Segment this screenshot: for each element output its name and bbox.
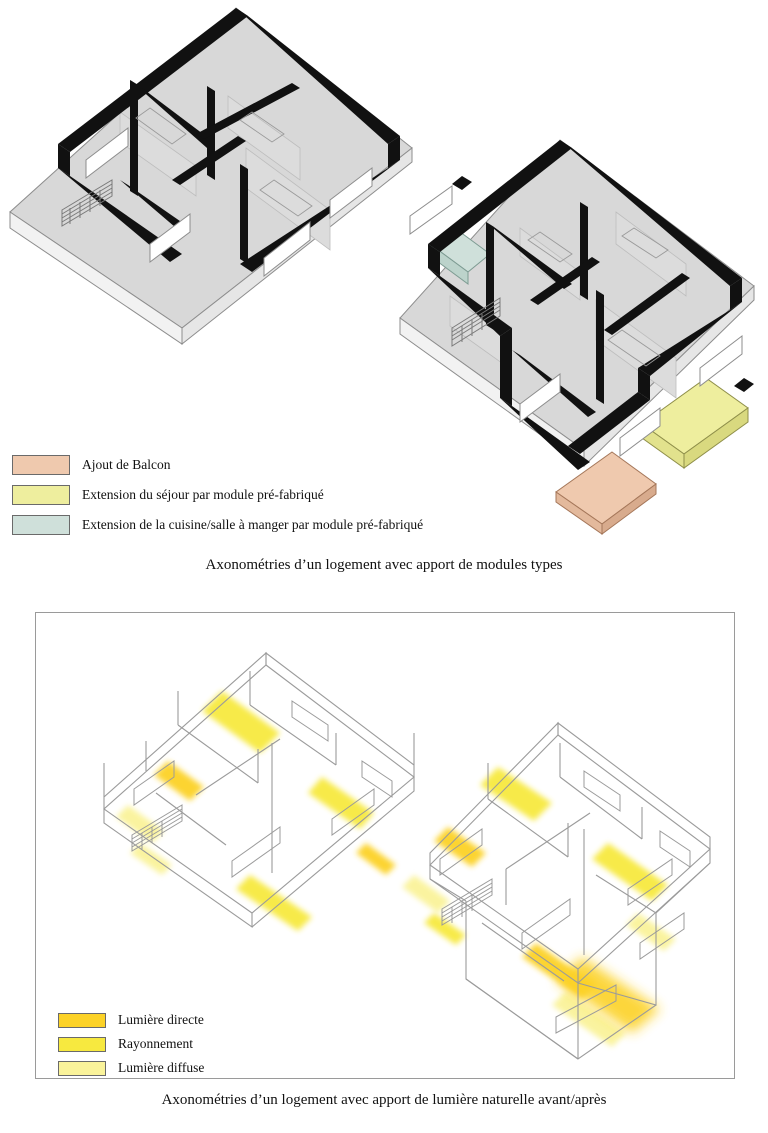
legend-item: [58, 1032, 204, 1056]
legend-swatch-sejour: [12, 485, 70, 505]
figure-lumiere-naturelle: [0, 592, 768, 1133]
daylight-view-apres: [402, 723, 710, 1059]
legend-swatch-lumiere-diffuse: [58, 1061, 106, 1076]
legend-label-balcon: Ajout de Balcon: [82, 457, 171, 472]
figure-2-caption: Axonométries d’un logement avec apport de lumière naturelle avant/après: [161, 1092, 607, 1108]
legend-modules: [12, 450, 482, 540]
legend-item: [12, 450, 482, 480]
legend-label-sejour: Extension du séjour par module pré-fabriqué: [82, 487, 324, 502]
legend-swatch-lumiere-directe: [58, 1013, 106, 1028]
axonometry-existing: [10, 8, 412, 344]
figure-1-caption: Axonométries d’un logement avec apport de modules types: [205, 557, 563, 573]
legend-swatch-cuisine: [12, 515, 70, 535]
legend-item: [12, 480, 482, 510]
legend-item: [58, 1008, 204, 1032]
legend-swatch-rayonnement: [58, 1037, 106, 1052]
legend-lumiere: [58, 1008, 204, 1080]
legend-item: [12, 510, 482, 540]
daylight-view-avant: [104, 653, 414, 931]
legend-label-rayonnement: Rayonnement: [118, 1036, 193, 1051]
legend-label-lumiere-diffuse: Lumière diffuse: [118, 1060, 205, 1075]
legend-swatch-balcon: [12, 455, 70, 475]
legend-label-cuisine: Extension de la cuisine/salle à manger par module pré-fabriqué: [82, 517, 424, 532]
figure-2-frame: [35, 612, 735, 1079]
module-balcon: [556, 452, 656, 534]
legend-item: [58, 1056, 204, 1080]
legend-label-lumiere-directe: Lumière directe: [118, 1012, 204, 1027]
